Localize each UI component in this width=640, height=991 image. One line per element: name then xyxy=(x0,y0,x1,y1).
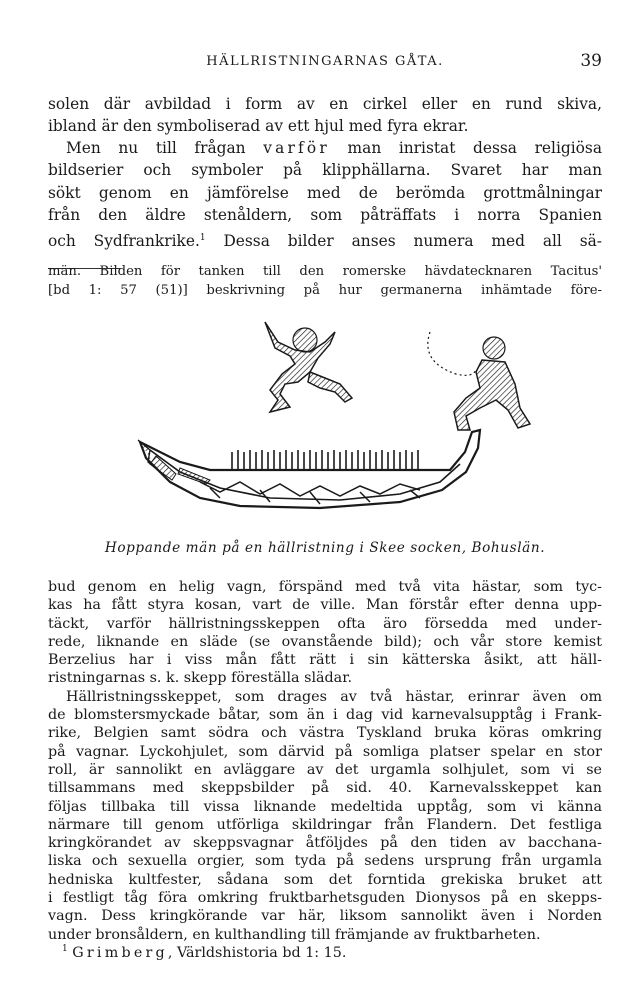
text-line xyxy=(48,227,602,253)
text-line: sökt genom en jämförelse med de berömda grottmålningar xyxy=(48,183,602,202)
text-line: under bronsåldern, en kulthandling till främjande av fruktbarheten. xyxy=(48,926,541,943)
text-span: Dessa bilder anses numera med all sä- xyxy=(205,231,602,250)
text-line: kas ha fått styra kosan, vart de ville. Man förstår efter denna upp- xyxy=(48,597,602,614)
text-line: ibland är den symboliserad av ett hjul med fyra ekrar. xyxy=(48,117,469,136)
text-line: bud genom en helig vagn, förspänd med två vita hästar, som tyc- xyxy=(48,579,602,595)
jumping-man-left xyxy=(265,322,352,412)
footnote-mark: 1 xyxy=(62,944,68,954)
text-line: hedniska kultfester, sådana som det forntida grekiska bruket att xyxy=(48,871,602,888)
rock-carving-figure xyxy=(120,312,540,522)
text-line: i festligt tåg föra omkring fruktbarhetsguden Dionysos på en skepps- xyxy=(48,890,602,907)
text-line: täckt, varför hällristningsskeppen ofta äro försedda med under- xyxy=(48,615,602,632)
text-line: på vagnar. Lyckohjulet, som därvid på somliga platser spelar en stor xyxy=(48,743,602,760)
text-line: tillsammans med skeppsbilder på sid. 40. Karnevalsskeppet kan xyxy=(48,780,602,797)
text-line xyxy=(48,137,602,159)
text-span: man inristat dessa religiösa xyxy=(329,139,602,157)
text-line: solen där avbildad i form av en cirkel eller en rund skiva, xyxy=(48,95,602,113)
text-line: från den äldre stenåldern, som påträffats i norra Spanien xyxy=(48,206,602,225)
text-line: vagn. Dess kringkörande var här, liksom sannolikt även i Norden xyxy=(48,908,602,925)
footnote-author: Grimberg xyxy=(72,944,168,961)
text-line: [bd 1: 57 (51)] beskrivning på hur germanerna inhämtade före- xyxy=(48,282,602,298)
text-line: män. Bilden för tanken till den romerske hävdatecknaren Tacitus' xyxy=(48,264,602,279)
second-paragraph xyxy=(48,137,602,252)
text-line: roll, är sannolikt en avläggare av det urgamla solhjulet, som vi se xyxy=(48,761,602,778)
text-span: Men nu till frågan xyxy=(66,139,264,157)
footnote xyxy=(62,944,346,961)
text-line: bildserier och symboler på klipphällarna. Svaret har man xyxy=(48,161,602,180)
page-number: 39 xyxy=(580,51,602,71)
text-line: liska och sexuella orgier, som tyda på sedens ursprung från urgamla xyxy=(48,853,602,870)
text-line: ristningarnas s. k. skepp föreställa slädar. xyxy=(48,670,353,687)
footnote-reference: 1 xyxy=(199,232,206,243)
text-line: rede, liknande en släde (se ovanstående bild); och vår store kemist xyxy=(48,633,602,650)
footnote-text: , Världshistoria bd 1: 15. xyxy=(167,944,347,961)
emphasized-word: varför xyxy=(263,139,330,157)
note-block xyxy=(48,263,602,301)
top-paragraph xyxy=(48,93,602,138)
text-span: och Sydfrankrike. xyxy=(48,231,200,250)
text-line: Hällristningsskeppet, som drages av två hästar, erinrar även om xyxy=(66,688,602,705)
running-title: HÄLLRISTNINGARNAS GÅTA. xyxy=(206,54,444,69)
text-line: närmare till genom utförliga skildringar från Flandern. Det festliga xyxy=(48,816,602,833)
page-header xyxy=(48,51,602,76)
figure-caption: Hoppande män på en hällristning i Skee socken, Bohuslän. xyxy=(104,540,546,556)
text-line: Berzelius har i viss mån fått rätt i sin kätterska åsikt, att häll- xyxy=(48,652,602,669)
text-line: kringkörandet av skeppsvagnar åtföljdes på den tiden av bacchana- xyxy=(48,835,602,852)
text-line: rike, Belgien samt södra och västra Tyskland bruka köras omkring xyxy=(48,725,602,742)
main-paragraph xyxy=(48,578,602,944)
jumping-man-right xyxy=(428,332,530,430)
rock-carving-illustration xyxy=(120,312,540,522)
ship-carving xyxy=(138,430,480,508)
text-line: de blomstersmyckade båtar, som än i dag vid karnevalsupptåg i Frank- xyxy=(48,707,602,724)
text-line: följas tillbaka till vissa liknande medeltida upptåg, som vi känna xyxy=(48,798,602,815)
